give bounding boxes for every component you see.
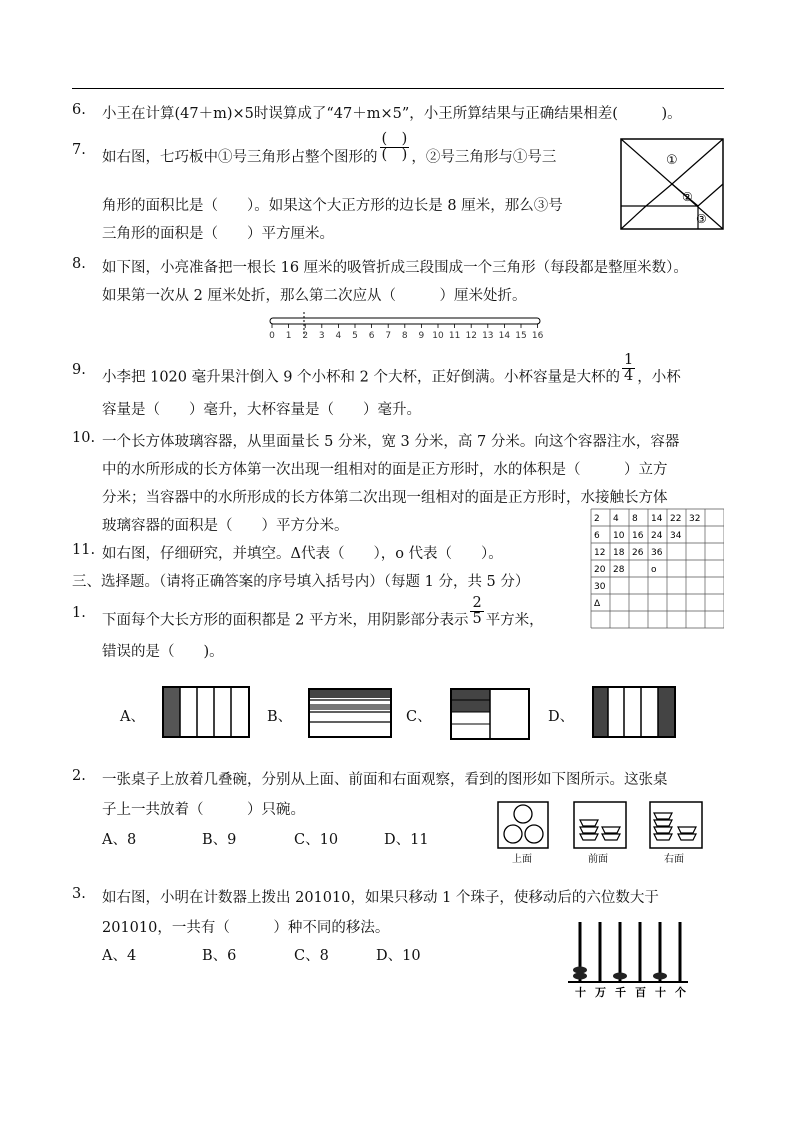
- grid-cell: 2: [594, 514, 600, 524]
- choice-1-line2: 错误的是（ )。: [102, 644, 224, 660]
- question-9-line2: 容量是（ ）毫升，大杯容量是（ ）毫升。: [102, 402, 421, 418]
- ruler-tick-label: 3: [318, 331, 325, 341]
- grid-cell: 32: [689, 514, 701, 524]
- question-6: [72, 102, 682, 122]
- grid-cell: 34: [670, 531, 682, 541]
- question-9-line1: 9. 小李把 1020 毫升果汁倒入 9 个小杯和 2 个大杯，正好倒满。小杯容量是大杯的 $\frac{1}{4}$ ，小杯: [72, 352, 681, 386]
- ruler-tick-label: 7: [385, 331, 392, 341]
- choice-2-line1: 2. 一张桌子上放着几叠碗，分别从上面、前面和右面观察，看到的图形如下图所示。这张桌: [72, 768, 668, 788]
- ruler-tick-label: 12: [465, 331, 477, 341]
- grid-cell: 22: [670, 514, 682, 524]
- grid-cell: o: [651, 565, 657, 575]
- choice-3-option-d[interactable]: D、10: [376, 948, 421, 964]
- grid-cell: 12: [594, 548, 606, 558]
- grid-cell: 20: [594, 565, 606, 575]
- choice-3-option-b[interactable]: B、6: [202, 948, 237, 964]
- section-3-title: 三、选择题。（请将正确答案的序号填入括号内）（每题 1 分，共 5 分）: [72, 574, 530, 590]
- ruler-tick-label: 6: [368, 331, 375, 341]
- grid-cell: 4: [613, 514, 619, 524]
- grid-cell: 18: [613, 548, 625, 558]
- question-8-line2: 如果第一次从 2 厘米处折，那么第二次应从（ ）厘米处折。: [102, 288, 527, 304]
- choice-2-option-c[interactable]: C、10: [294, 832, 339, 848]
- tangram-label-2: ②: [682, 190, 693, 204]
- grid-cell: Δ: [594, 599, 601, 609]
- question-10-line4: 玻璃容器的面积是（ ）平方分米。: [102, 518, 349, 534]
- question-7-line2: 角形的面积比是（ ）。如果这个大正方形的边长是 8 厘米，那么③号: [102, 198, 563, 214]
- ruler-tick-label: 10: [432, 331, 444, 341]
- grid-cell: 24: [651, 531, 663, 541]
- option-d-label[interactable]: D、: [548, 709, 575, 725]
- view-label-front: 前面: [588, 854, 608, 865]
- choice-2-option-a[interactable]: A、8: [102, 832, 137, 848]
- fraction-one-quarter: $\frac{1}{4}$: [624, 352, 634, 384]
- header-rule: [72, 88, 724, 89]
- straw-ruler: [262, 310, 552, 342]
- grid-cell: 26: [632, 548, 644, 558]
- abacus-label: 千: [615, 986, 626, 999]
- question-text: 小王在计算(47＋m)×5时误算成了“47＋m×5”，小王所算结果与正确结果相差( )。: [102, 106, 682, 122]
- fraction-two-fifths: $\frac{2}{5}$: [472, 595, 482, 627]
- grid-cell: 8: [632, 514, 638, 524]
- option-c-figure[interactable]: [450, 688, 530, 740]
- question-10-line1: 10. 一个长方体玻璃容器，从里面量长 5 分米，宽 3 分米，高 7 分米。向这个容器注水，容器: [72, 430, 680, 450]
- question-7-line3: 三角形的面积是（ ）平方厘米。: [102, 226, 334, 242]
- question-8-line1: 8. 如下图，小亮准备把一根长 16 厘米的吸管折成三段围成一个三角形（每段都是整厘米数）。: [72, 256, 688, 276]
- choice-2-line2: 子上一共放着（ ）只碗。: [102, 802, 305, 818]
- choice-2-option-d[interactable]: D、11: [384, 832, 429, 848]
- question-11: 11. 如右图，仔细研究，并填空。Δ代表（ ），o 代表（ ）。: [72, 542, 503, 562]
- fraction-blank: $\frac{( )}{( )}$: [381, 131, 408, 163]
- abacus-label: 百: [635, 986, 646, 999]
- option-b-label[interactable]: B、: [267, 709, 293, 725]
- grid-cell: 30: [594, 582, 606, 592]
- abacus-label: 万: [595, 986, 606, 999]
- question-text: 如右图，七巧板中①号三角形占整个图形的: [102, 149, 378, 166]
- ruler-tick-label: 2: [302, 331, 309, 341]
- question-10-line2: 中的水所形成的长方体第一次出现一组相对的面是正方形时，水的体积是（ ）立方: [102, 462, 668, 478]
- choice-2-option-b[interactable]: B、9: [202, 832, 237, 848]
- abacus-label: 十: [655, 986, 666, 999]
- abacus-figure: [560, 918, 692, 1002]
- option-c-label[interactable]: C、: [406, 709, 432, 725]
- grid-cell: 16: [632, 531, 644, 541]
- abacus-label: 个: [675, 986, 686, 999]
- grid-cell: 28: [613, 565, 625, 575]
- tangram-label-1: ①: [666, 153, 678, 168]
- tangram-label-3: ③: [696, 212, 707, 226]
- choice-1-line1: 1. 下面每个大长方形的面积都是 2 平方米，用阴影部分表示 $\frac{2}{5}$ 平方米，: [72, 595, 544, 629]
- choice-3-option-c[interactable]: C、8: [294, 948, 329, 964]
- choice-3-option-a[interactable]: A、4: [102, 948, 137, 964]
- ruler-tick-label: 9: [418, 331, 425, 341]
- number-pattern-grid: [590, 508, 724, 630]
- ruler-tick-label: 5: [352, 331, 358, 341]
- ruler-tick-label: 13: [482, 331, 494, 341]
- option-d-figure[interactable]: [592, 686, 676, 738]
- ruler-tick-label: 8: [401, 331, 408, 341]
- grid-cell: 6: [594, 531, 600, 541]
- grid-cell: 14: [651, 514, 663, 524]
- ruler-tick-label: 1: [285, 331, 292, 341]
- option-a-figure[interactable]: [162, 686, 250, 738]
- grid-cell: 10: [613, 531, 625, 541]
- abacus-label: 十: [575, 986, 586, 999]
- question-7-line1: 7. 如右图，七巧板中①号三角形占整个图形的 $\frac{( )}{( )}$ ，②号三角形与①号三: [72, 131, 557, 166]
- ruler-tick-label: 14: [498, 331, 511, 341]
- question-10-line3: 分米；当容器中的水所形成的长方体第二次出现一组相对的面是正方形时，水接触长方体: [102, 490, 668, 506]
- grid-cell: 36: [651, 548, 663, 558]
- option-b-figure[interactable]: [308, 688, 392, 738]
- ruler-tick-label: 15: [515, 331, 527, 341]
- ruler-tick-label: 4: [335, 331, 342, 341]
- choice-3-line2: 201010，一共有（ ）种不同的移法。: [102, 920, 390, 936]
- tangram-figure: [620, 138, 724, 230]
- option-a-label[interactable]: A、: [120, 709, 145, 725]
- bowl-views-figure: [494, 800, 712, 866]
- question-number: 7.: [72, 142, 86, 158]
- choice-3-line1: 3. 如右图，小明在计数器上拨出 201010，如果只移动 1 个珠子，使移动后的六位数大于: [72, 886, 659, 906]
- ruler-tick-label: 16: [531, 331, 544, 341]
- ruler-tick-label: 0: [269, 331, 275, 341]
- ruler-tick-label: 11: [448, 331, 461, 341]
- view-label-right: 右面: [664, 854, 684, 865]
- view-label-top: 上面: [512, 854, 532, 865]
- question-number: 6.: [72, 102, 86, 118]
